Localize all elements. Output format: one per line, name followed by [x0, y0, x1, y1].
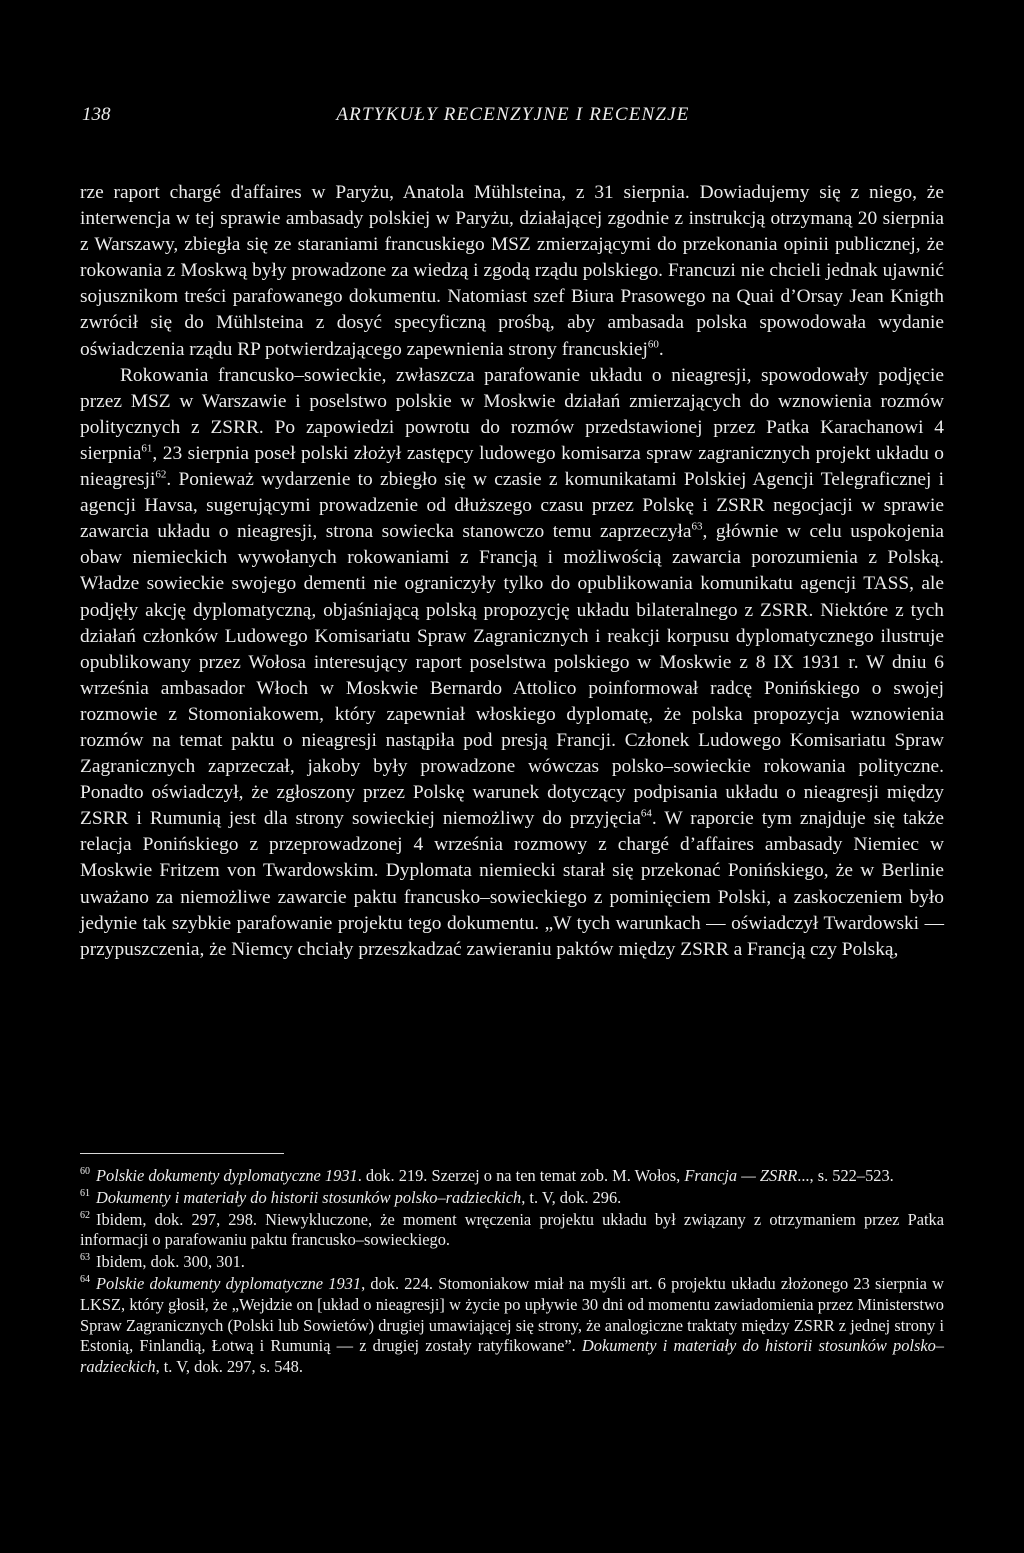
body-text — [80, 180, 944, 963]
footnote-text: ..., s. 522–523. — [797, 1166, 894, 1185]
footnote-text: , dok. 224. Stomoniakow miał na myśli art. 6 projektu układu złożonego 23 sierpnia w LKSZ, który głosił, że „Wejdzie on [układ o nieagresji] w życie po upływie 30 dni od momentu zawiadomienia przez Ministerstwo Spraw Zagranicznych (Polski lub Sowietów) drugiej umawiającej się strony, że analogiczne traktaty między ZSRR z jednej strony i Estonią, Finlandią, Łotwą i Rumunią — z drugiej zostały ratyfikowane”. — [80, 1273, 944, 1356]
footnote-text: , t. V, dok. 296. — [521, 1187, 622, 1207]
footnote-63 — [80, 1252, 944, 1273]
page-header — [82, 104, 944, 140]
footnote-62 — [80, 1210, 944, 1252]
footnote-title: Dokumenty i materiały do historii stosunków polsko–radzieckich — [80, 1336, 945, 1377]
footnote-ref: 61 — [141, 442, 153, 455]
footnote-text: Ibidem, dok. 297, 298. Niewykluczone, że moment wręczenia projektu układu był związany z otrzymaniem przez Patka informacji o parafowaniu paktu francusko–sowieckiego. — [80, 1209, 944, 1250]
footnote-title: Francja — ZSRR — [684, 1166, 798, 1185]
footnote-number: 64 — [80, 1273, 90, 1285]
footnote-title: Dokumenty i materiały do historii stosunków polsko–radzieckich — [96, 1187, 522, 1207]
footnote-separator — [80, 1153, 284, 1154]
footnote-title: Polskie dokumenty dyplomatyczne 1931 — [96, 1166, 358, 1185]
footnotes — [80, 1166, 944, 1379]
footnote-number: 63 — [80, 1252, 90, 1264]
paragraph-text: Rokowania francusko–sowieckie, zwłaszcza parafowanie układu o nieagresji, spowodowały podjęcie przez MSZ w Warszawie i poselstwo polskie w Moskwie działań zmierzających do wznowienia rozmów politycznych z ZSRR. Po zapowiedzi powrotu do rozmów przedstawionej przez Patka Karachanowi 4 sierpnia — [80, 364, 944, 464]
footnote-ref: 60 — [647, 338, 659, 351]
footnote-60 — [80, 1166, 944, 1187]
running-title: ARTYKUŁY RECENZYJNE I RECENZJE — [336, 104, 690, 125]
paragraph-text: , głównie w celu uspokojenia obaw niemieckich wywołanych rokowaniami z Francją i możliwością zawarcia porozumienia z Polską. Władze sowieckie swojego dementi nie ograniczyły tylko do opublikowania komunikatu agencji TASS, ale podjęły akcję dyplomatyczną, objaśniającą polską propozycję układu bilateralnego z ZSRR. Niektóre z tych działań członków Ludowego Komisariatu Spraw Zagranicznych i reakcji korpusu dyplomatycznego ilustruje opublikowany przez Wołosa interesujący raport poselstwa polskiego w Moskwie z 8 IX 1931 r. W dniu 6 września ambasador Włoch w Moskwie Bernardo Attolico poinformował radcę Ponińskiego o swojej rozmowie z Stomoniakowem, który zapewniał włoskiego dyplomatę, że polska propozycja wznowienia rozmów na temat paktu o nieagresji nastąpiła pod presją Francji. Członek Ludowego Komisariatu Spraw Zagranicznych zaprzeczał, jakoby były prowadzone wówczas polsko–sowieckie rokowania polityczne. Ponadto oświadczył, że zgłoszony przez Polskę warunek dotyczący podpisania układu o nieagresji między ZSRR i Rumunią jest dla strony sowieckiej niemożliwy do przyjęcia — [80, 521, 944, 830]
footnote-61 — [80, 1188, 944, 1209]
footnote-text: Ibidem, dok. 300, 301. — [96, 1252, 245, 1272]
paragraph-1 — [80, 180, 944, 363]
paragraph-text: . W raporcie tym znajduje się także relacja Ponińskiego z przeprowadzonej 4 września rozmowy z chargé d’affaires ambasady Niemiec w Moskwie Fritzem von Twardowskim. Dyplomata niemiecki starał się przekonać Ponińskiego, że w Berlinie uważano za niemożliwe zawarcie paktu francusko–sowieckiego z pominięciem Polski, a zaskoczeniem było jedynie tak szybkie parafowanie projektu tego dokumentu. „W tych warunkach — oświadczył Twardowski — przypuszczenia, że Niemcy chciały przeszkadzać zawieraniu paktów między ZSRR a Francją czy Polską, — [80, 808, 944, 960]
footnote-number: 61 — [80, 1187, 90, 1199]
paragraph-text: . Ponieważ wydarzenie to zbiegło się w czasie z komunikatami Polskiej Agencji Telegraficznej i agencji Havsa, sugerującymi prowadzenie od dłuższego czasu przez Polskę i ZSRR negocjacji w sprawie zawarcia układu o nieagresji, strona sowiecka stanowczo temu zaprzeczyła — [80, 469, 944, 543]
footnote-title: Polskie dokumenty dyplomatyczne 1931 — [96, 1273, 362, 1293]
footnote-ref: 63 — [691, 520, 703, 533]
paragraph-text: rze raport chargé d'affaires w Paryżu, Anatola Mühlsteina, z 31 sierpnia. Dowiadujemy się z niego, że interwencja w tej sprawie ambasady polskiej w Paryżu, działającej zgodnie z instrukcją otrzymaną 20 sierpnia z Warszawy, zbiegła się ze staraniami francuskiego MSZ zmierzającymi do przekonania opinii publicznej, że rokowania z Moskwą były prowadzone za wiedzą i zgodą rządu polskiego. Francuzi nie chcieli jednak ujawnić sojusznikom treści parafowanego dokumentu. Natomiast szef Biura Prasowego na Quai d’Orsay Jean Knigth zwrócił się do Mühlsteina z dosyć specyficzną prośbą, aby ambasada polska spowodowała wydanie oświadczenia rządu RP potwierdzającego zapewnienia strony francuskiej — [80, 182, 944, 360]
footnote-ref: 64 — [640, 807, 652, 820]
paragraph-2 — [80, 363, 944, 963]
paragraph-text: . — [658, 338, 664, 360]
footnote-text: , t. V, dok. 297, s. 548. — [155, 1357, 303, 1377]
footnote-ref: 62 — [155, 468, 167, 481]
page-number: 138 — [82, 104, 111, 125]
footnote-text: . dok. 219. Szerzej o na ten temat zob. M. Wołos, — [357, 1166, 685, 1185]
paragraph-text: , 23 sierpnia poseł polski złożył zastępcy ludowego komisarza spraw zagranicznych projekt układu o nieagresji — [80, 442, 944, 491]
footnote-number: 60 — [80, 1166, 90, 1177]
footnote-64 — [80, 1274, 944, 1378]
footnote-number: 62 — [80, 1209, 90, 1221]
